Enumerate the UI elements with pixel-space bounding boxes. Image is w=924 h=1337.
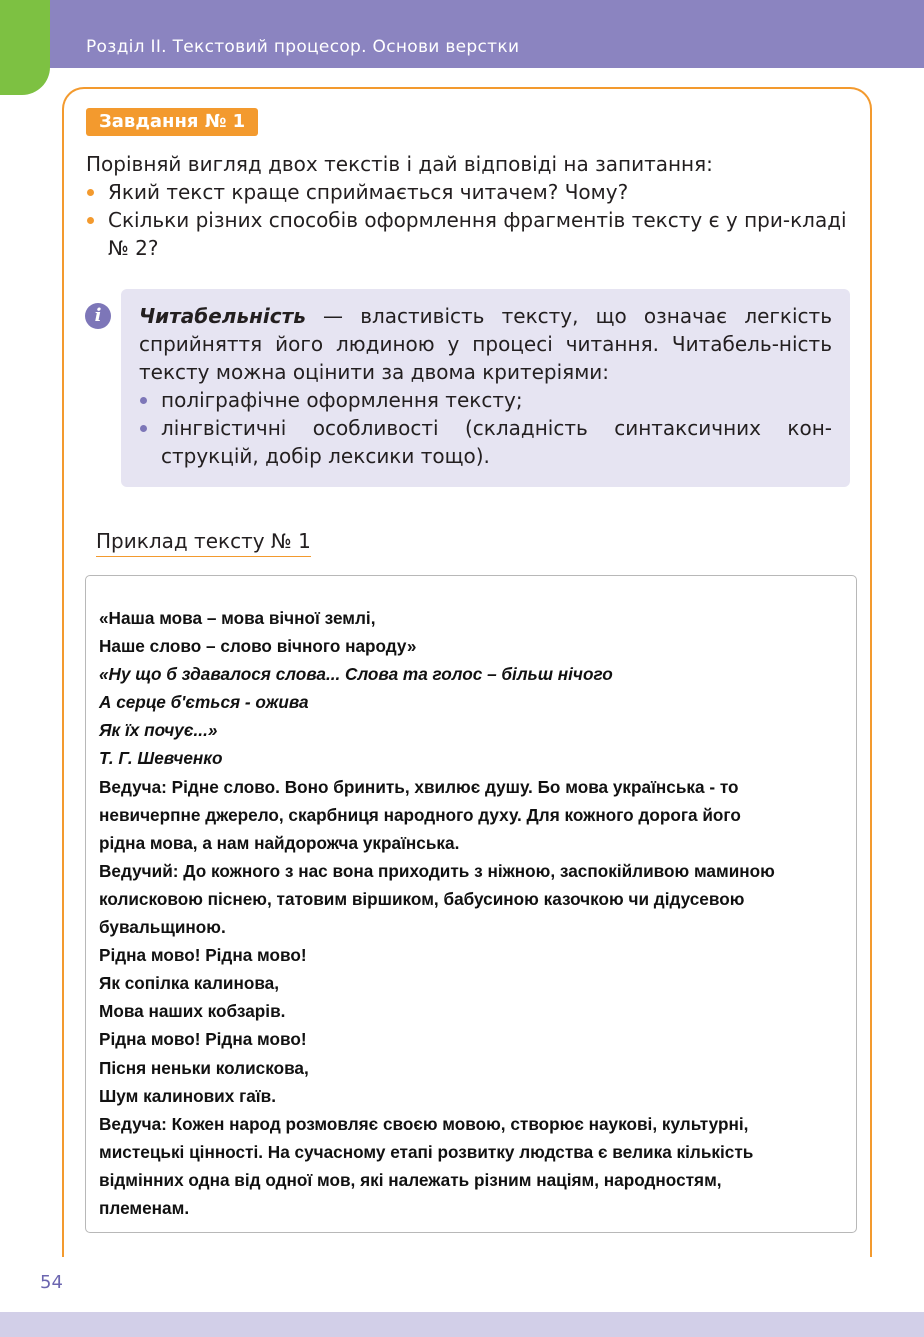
example-line: «Ну що б здавалося слова... Слова та голос – більш нічого — [99, 664, 613, 685]
example-line: відмінних одна від одної мов, які належать різним націям, народностям, — [99, 1169, 722, 1190]
example-line: Як сопілка калинова, — [99, 973, 279, 994]
example-line: невичерпне джерело, скарбниця народного духу. Для кожного дорога його — [99, 804, 741, 825]
example-line: Т. Г. Шевченко — [99, 748, 223, 769]
example-line: Рідна мово! Рідна мово! — [99, 1029, 307, 1050]
example-line: «Наша мова – мова вічної землі, — [99, 608, 376, 628]
example-line: рідна мова, а нам найдорожча українська. — [99, 832, 460, 853]
example-line: А серце б'ється - ожива — [99, 692, 309, 713]
task-question: Який текст краще сприймається читачем? Чому? — [86, 178, 856, 206]
task-text — [86, 150, 856, 262]
header-bar — [0, 0, 924, 68]
example-title: Приклад тексту № 1 — [96, 527, 311, 557]
info-definition-text: — властивість тексту, що означає легкість сприйняття його людиною у процесі читання. Читабель-ність тексту можна оцінити за двома критеріями: — [139, 304, 832, 384]
example-line: Ведуча: Рідне слово. Воно бринить, хвилює душу. Бо мова українська - то — [99, 776, 739, 797]
example-line: Шум калинових гаїв. — [99, 1085, 276, 1106]
example-line: Пісня неньки колискова, — [99, 1057, 309, 1078]
info-criteria — [139, 386, 832, 470]
chapter-tab-marker — [0, 0, 50, 95]
example-line: бувальщиною. — [99, 917, 226, 938]
example-line: мистецькі цінності. На сучасному етапі розвитку людства є велика кількість — [99, 1141, 754, 1162]
example-text-box — [85, 575, 857, 1233]
info-criterion: лінгвістичні особливості (складність синтаксичних кон-струкцій, добір лексики тощо). — [139, 414, 832, 470]
task-intro: Порівняй вигляд двох текстів і дай відповіді на запитання: — [86, 152, 713, 176]
example-line: Наше слово – слово вічного народу» — [99, 636, 417, 657]
page-number: 54 — [40, 1272, 63, 1293]
info-definition — [139, 302, 832, 386]
example-line: Ведуча: Кожен народ розмовляє своєю мовою, створює наукові, культурні, — [99, 1113, 749, 1134]
example-line: Як їх почує...» — [99, 720, 218, 741]
task-badge: Завдання № 1 — [86, 108, 258, 136]
task-question: Скільки різних способів оформлення фрагментів тексту є у при-кладі № 2? — [86, 206, 856, 262]
example-line: Рідна мово! Рідна мово! — [99, 945, 307, 966]
example-line: Мова наших кобзарів. — [99, 1001, 286, 1022]
footer-bar — [0, 1312, 924, 1337]
task-questions — [86, 178, 856, 262]
info-term: Читабельність — [139, 304, 306, 328]
example-line: Ведучий: До кожного з нас вона приходить з ніжною, заспокійливою маминою — [99, 860, 775, 881]
info-box — [121, 289, 850, 487]
example-line: племенам. — [99, 1197, 190, 1218]
info-criterion: поліграфічне оформлення тексту; — [139, 386, 832, 414]
info-icon: i — [85, 303, 111, 329]
chapter-title: Розділ ІІ. Текстовий процесор. Основи верстки — [86, 37, 520, 57]
example-line: колисковою піснею, татовим віршиком, бабусиною казочкою чи дідусевою — [99, 888, 745, 909]
